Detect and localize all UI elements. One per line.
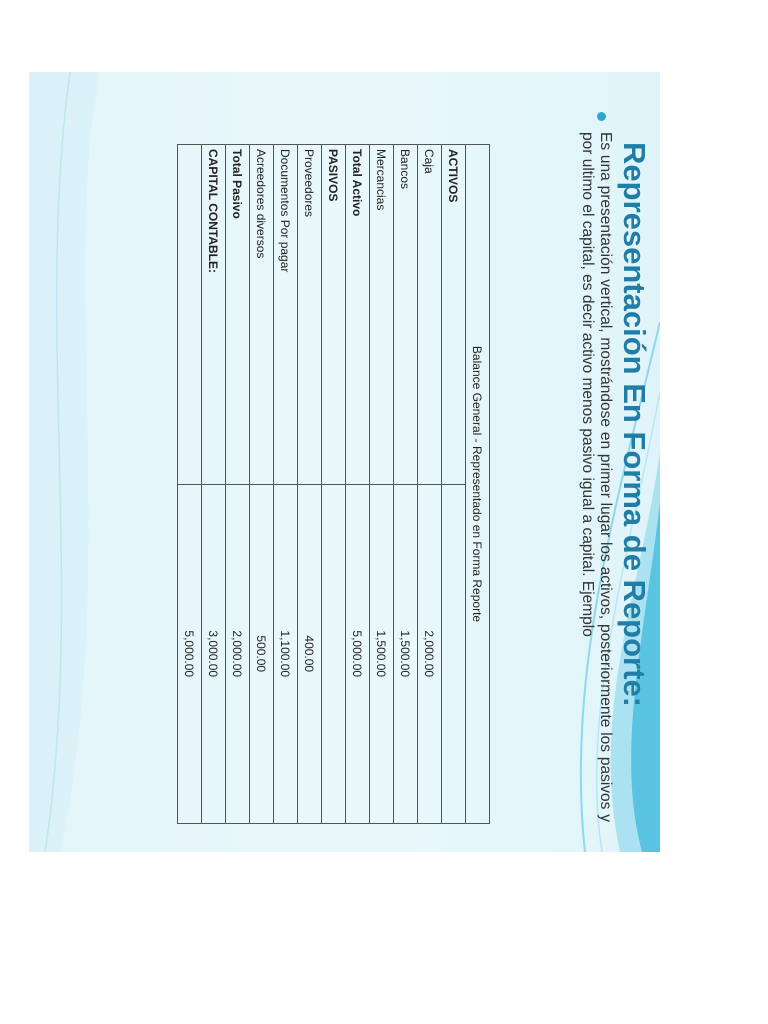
table-row — [226, 145, 250, 824]
slide-image — [29, 72, 660, 852]
row-label: PASIVOS — [322, 145, 346, 485]
slide — [29, 72, 660, 852]
slide-title: Representación En Forma de Reporte: — [617, 142, 652, 708]
row-label: Mercancias — [370, 145, 394, 485]
table-row — [442, 145, 466, 824]
row-amount: 2,000.00 — [226, 484, 250, 824]
row-amount — [322, 484, 346, 824]
row-amount: 5,000.00 — [346, 484, 370, 824]
row-label: CAPITAL CONTABLE: — [202, 145, 226, 485]
row-label: ACTIVOS — [442, 145, 466, 485]
row-amount: 1,500.00 — [394, 484, 418, 824]
row-label: Documentos Por pagar — [274, 145, 298, 485]
bullet-icon — [597, 112, 606, 121]
table-row — [394, 145, 418, 824]
table-row — [274, 145, 298, 824]
table-row — [250, 145, 274, 824]
row-label: Caja — [418, 145, 442, 485]
table-row — [202, 145, 226, 824]
row-amount: 1,100.00 — [274, 484, 298, 824]
table-row — [298, 145, 322, 824]
intro-paragraph: Es una presentación vertical, mostrándose en primer lugar los activos, posteriormente los pasivos y por ultimo el capital, es decir activo menos pasivo igual a capital. Ejemplo — [579, 132, 614, 822]
row-amount — [442, 484, 466, 824]
row-amount: 2,000.00 — [418, 484, 442, 824]
row-amount: 5,000.00 — [178, 484, 202, 824]
table-row — [322, 145, 346, 824]
balance-sheet-table — [177, 144, 490, 824]
table-title-row — [466, 145, 490, 824]
row-label: Bancos — [394, 145, 418, 485]
table-caption: Balance General - Representado en Forma Reporte — [466, 145, 490, 824]
table-row — [346, 145, 370, 824]
row-label: Acreedores diversos — [250, 145, 274, 485]
row-label: Total Activo — [346, 145, 370, 485]
row-label — [178, 145, 202, 485]
row-amount: 400.00 — [298, 484, 322, 824]
row-label: Total Pasivo — [226, 145, 250, 485]
table-row — [418, 145, 442, 824]
table-row — [178, 145, 202, 824]
row-amount: 3,000.00 — [202, 484, 226, 824]
table-row — [370, 145, 394, 824]
row-amount: 1,500.00 — [370, 484, 394, 824]
row-amount: 500.00 — [250, 484, 274, 824]
row-label: Proveedores — [298, 145, 322, 485]
